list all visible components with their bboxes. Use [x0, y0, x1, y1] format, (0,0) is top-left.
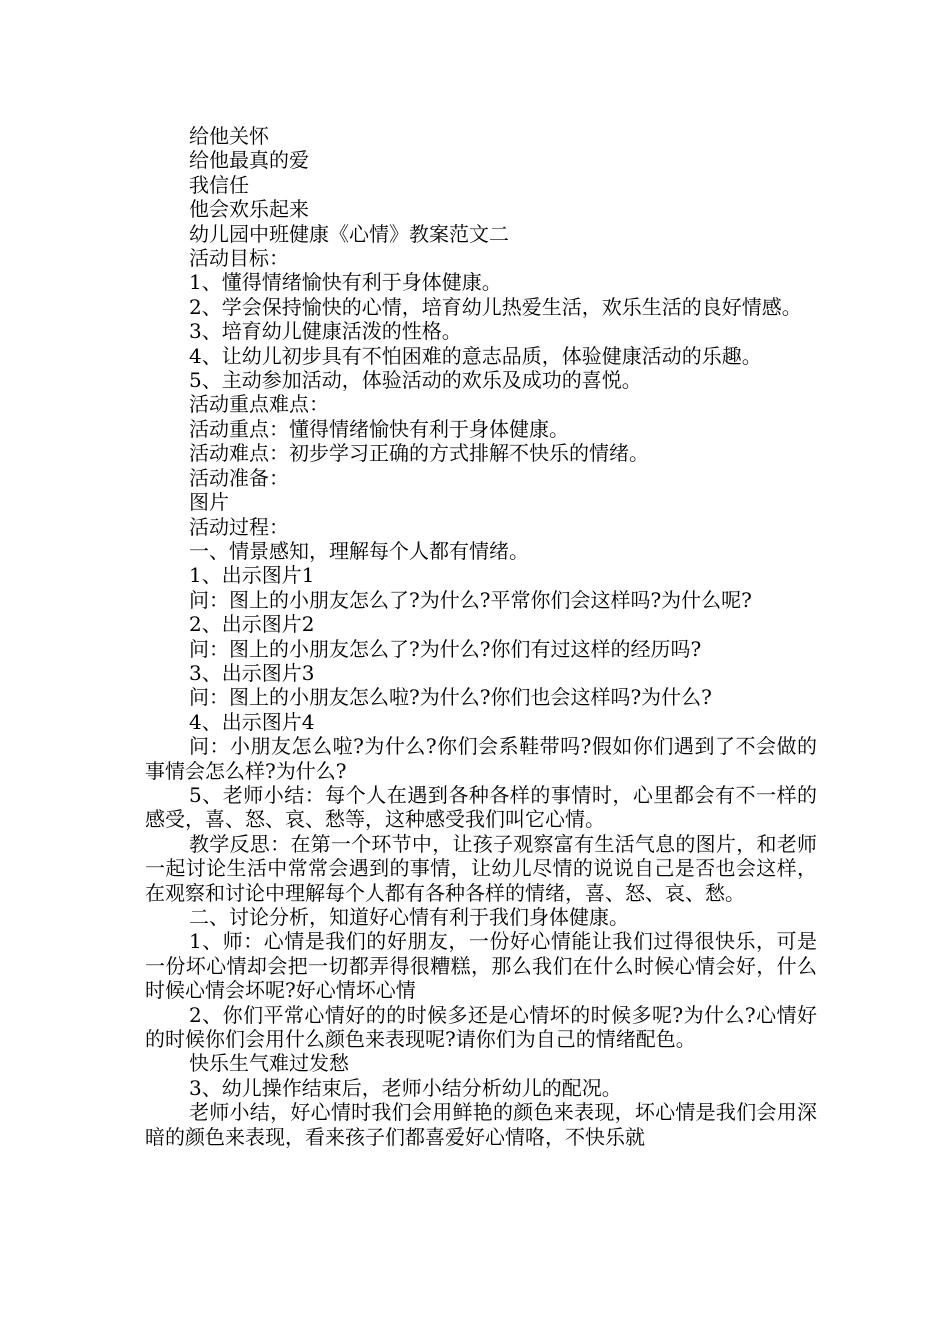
paragraph: 图片 [189, 490, 229, 515]
paragraph: 给他关怀 [189, 124, 269, 148]
paragraph: 4、让幼儿初步具有不怕困难的意志品质，体验健康活动的乐趣。 [189, 343, 762, 368]
paragraph: 问：图上的小朋友怎么了?为什么?平常你们会这样吗?为什么呢? [189, 587, 752, 612]
paragraph: 1、师：心情是我们的好朋友，一份好心情能让我们过得很快乐，可是一份坏心情却会把一切都弄得很糟糕，那么我们在什么时候心情会好，什么时候心情会坏呢?好心情坏心情 [145, 929, 817, 1003]
paragraph: 教学反思：在第一个环节中，让孩子观察富有生活气息的图片，和老师一起讨论生活中常常会遇到的事情，让幼儿尽情的说说自己是否也会这样，在观察和讨论中理解每个人都有各种各样的情绪，喜、怒、哀、愁。 [145, 831, 817, 905]
paragraph: 3、出示图片3 [189, 660, 315, 685]
paragraph: 一、情景感知，理解每个人都有情绪。 [189, 538, 529, 563]
paragraph: 活动过程： [189, 514, 289, 539]
paragraph: 给他最真的爱 [189, 148, 309, 173]
paragraph: 老师小结，好心情时我们会用鲜艳的颜色来表现，坏心情是我们会用深暗的颜色来表现，看来孩子们都喜爱好心情咯，不快乐就 [145, 1100, 817, 1149]
paragraph: 2、出示图片2 [189, 612, 315, 637]
paragraph: 活动目标： [189, 246, 289, 271]
paragraph: 2、你们平常心情好的的时候多还是心情坏的时候多呢?为什么?心情好的时候你们会用什么颜色来表现呢?请你们为自己的情绪配色。 [145, 1002, 817, 1052]
paragraph: 快乐生气难过发愁 [189, 1051, 349, 1076]
paragraph: 1、懂得情绪愉快有利于身体健康。 [189, 270, 502, 295]
paragraph: 问：小朋友怎么啦?为什么?你们会系鞋带吗?假如你们遇到了不会做的事情会怎么样?为什么? [145, 734, 817, 783]
paragraph: 我信任 [189, 172, 249, 197]
paragraph: 活动重点难点： [189, 392, 329, 417]
paragraph: 4、出示图片4 [189, 709, 315, 734]
paragraph: 3、幼儿操作结束后，老师小结分析幼儿的配况。 [189, 1075, 622, 1100]
paragraph: 他会欢乐起来 [189, 197, 309, 222]
paragraph: 问：图上的小朋友怎么啦?为什么?你们也会这样吗?为什么? [189, 685, 712, 710]
paragraph: 二、讨论分析，知道好心情有利于我们身体健康。 [189, 905, 629, 929]
paragraph: 5、主动参加活动，体验活动的欢乐及成功的喜悦。 [189, 368, 642, 393]
paragraph: 活动重点：懂得情绪愉快有利于身体健康。 [189, 416, 569, 441]
paragraph: 2、学会保持愉快的心情，培育幼儿热爱生活，欢乐生活的良好情感。 [189, 294, 802, 319]
paragraph: 活动难点：初步学习正确的方式排解不快乐的情绪。 [189, 441, 649, 466]
document-body [145, 124, 817, 1149]
section-title: 幼儿园中班健康《心情》教案范文二 [189, 221, 509, 246]
paragraph: 3、培育幼儿健康活泼的性格。 [189, 319, 462, 344]
paragraph: 活动准备： [189, 465, 289, 490]
paragraph: 问：图上的小朋友怎么了?为什么?你们有过这样的经历吗? [189, 636, 702, 661]
paragraph: 5、老师小结：每个人在遇到各种各样的事情时，心里都会有不一样的感受，喜、怒、哀、愁等，这种感受我们叫它心情。 [145, 782, 817, 832]
paragraph: 1、出示图片1 [189, 563, 315, 588]
